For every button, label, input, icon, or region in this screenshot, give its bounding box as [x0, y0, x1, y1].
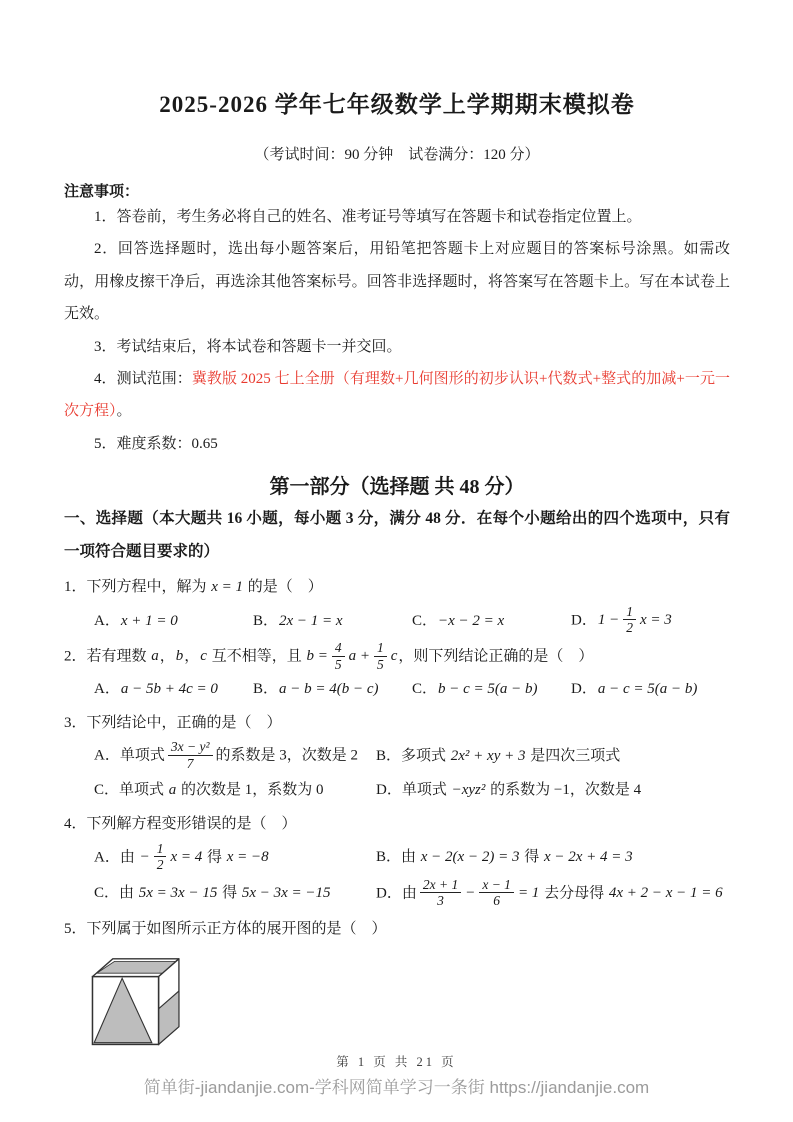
question-4-stem: 4．下列解方程变形错误的是（ ） — [64, 815, 297, 832]
question-5-stem: 5．下列属于如图所示正方体的展开图的是（ ） — [64, 920, 387, 937]
question-1-option-b: B．2x − 1 = x — [253, 612, 343, 629]
notice-item-1: 1．答卷前，考生务必将自己的姓名、准考证号等填写在答题卡和试卷指定位置上。 — [94, 209, 642, 225]
notice-item-4-scope: 冀教版 2025 七上全册（有理数+几何图形的初步认识+代数式+整式的加减+一元一次方程） — [64, 370, 730, 420]
page-content — [64, 0, 730, 1052]
question-2-option-d: D．a − c = 5(a − b) — [571, 681, 698, 698]
question-3-stem: 3．下列结论中，正确的是（ ） — [64, 714, 282, 731]
question-2-option-b: B．a − b = 4(b − c) — [253, 681, 379, 698]
question-4-option-d: D．由 $\frac{2x + 1}{3}$ − $\frac{x - 1}{6}$ = 1 去分母得 4x + 2 − x − 1 = 6 — [376, 876, 723, 909]
question-2-stem: 2．若有理数 a，b，c 互不相等，且 b = $\frac{4}{5}$ a + $\frac{1}{5}$ c，则下列结论正确的是（ ） — [64, 640, 594, 672]
question-3-option-d: D．单项式 −xyz² 的系数为 −1，次数是 4 — [376, 782, 642, 799]
notice-label: 注意事项： — [64, 184, 140, 200]
question-4 — [64, 809, 730, 910]
question-2-option-c: C．b − c = 5(a − b) — [412, 681, 538, 698]
notice-item-4-prefix: 4．测试范围： — [94, 370, 192, 387]
exam-title: 2025-2026 学年七年级数学上学期期末模拟卷 — [159, 92, 635, 117]
question-3-option-a: A．单项式 $\frac{\text{3x − y²}}{7}$ 的系数是 3，次数是 2 — [94, 739, 359, 771]
notice-item-2: 2．回答选择题时，选出每小题答案后，用铅笔把答题卡上对应题目的答案标号涂黑。如需改动，用橡皮擦干净后，再选涂其他答案标号。回答非选择题时，将答案写在答题卡上。写在本试卷上无效。 — [64, 241, 730, 323]
question-2-option-a: A．a − 5b + 4c = 0 — [94, 681, 218, 698]
question-4-options — [64, 842, 730, 910]
question-4-option-b: B．由 x − 2(x − 2) = 3 得 x − 2x + 4 = 3 — [376, 849, 633, 866]
page-footer — [0, 1052, 793, 1098]
question-3-option-c: C．单项式 a 的次数是 1，系数为 0 — [94, 782, 324, 799]
question-1-stem: 1．下列方程中，解为 x = 1 的是（ ） — [64, 579, 323, 596]
notice-item-4 — [64, 363, 730, 428]
footer-site-line: 简单街-jiandanjie.com-学科网简单学习一条街 https://jiandanjie.com — [143, 1078, 650, 1097]
question-1-option-a: A．x + 1 = 0 — [94, 612, 178, 629]
question-5 — [64, 914, 730, 1053]
question-1 — [64, 572, 730, 637]
question-3 — [64, 708, 730, 805]
question-4-option-a: A．由 − $\frac{1}{2}$ x = 4 得 x = −8 — [94, 840, 269, 873]
notice-item-5: 5．难度系数：0.65 — [94, 435, 218, 452]
question-5-figure — [84, 952, 730, 1052]
notice-item-4-suffix: 。 — [116, 403, 132, 420]
exam-subtitle: （考试时间：90 分钟 试卷满分：120 分） — [254, 147, 540, 163]
footer-page-number: 第 1 页 共 21 页 — [336, 1055, 457, 1069]
section-1-title: 第一部分（选择题 共 48 分） — [269, 476, 525, 499]
notice-item-3: 3．考试结束后，将本试卷和答题卡一并交回。 — [94, 338, 402, 355]
section-1-intro: 一、选择题（本大题共 16 小题，每小题 3 分，满分 48 分．在每个小题给出的四个选项中，只有一项符合题目要求的） — [64, 510, 730, 560]
question-2-options — [64, 675, 730, 704]
cube-figure — [84, 952, 184, 1047]
question-4-option-c: C．由 5x = 3x − 15 得 5x − 3x = −15 — [94, 885, 331, 902]
question-1-option-c: C．−x − 2 = x — [412, 612, 505, 629]
question-3-options — [64, 740, 730, 805]
question-2 — [64, 641, 730, 704]
question-1-option-d: D．1 − $\frac{1}{2}$ x = 3 — [571, 603, 672, 636]
question-1-options — [64, 605, 730, 637]
question-3-option-b: B．多项式 2x² + xy + 3 是四次三项式 — [376, 748, 621, 765]
